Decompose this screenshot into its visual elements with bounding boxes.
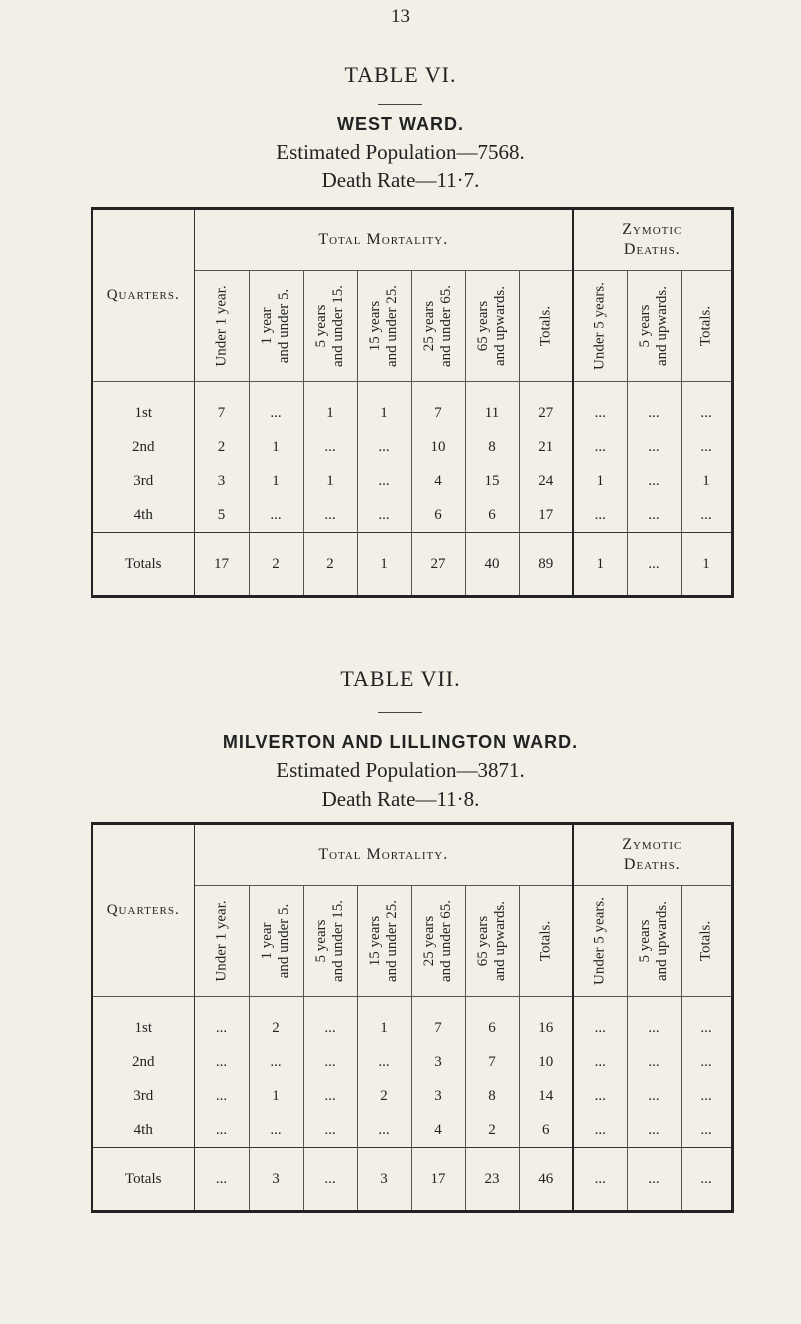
table-vi-population: Estimated Population—7568. (276, 140, 525, 164)
table-vii-population: Estimated Population—3871. (276, 758, 525, 782)
total-15-to-25: 1 (357, 533, 411, 597)
cell-zymotic-totals: ... (681, 1079, 732, 1113)
cell-zymotic-totals: ... (681, 1113, 732, 1148)
cell-25-to-65: 6 (411, 498, 465, 533)
totals-row (92, 533, 732, 597)
cell-under-1: ... (194, 1113, 249, 1148)
cell-zymotic-totals: ... (681, 498, 732, 533)
totals-row (92, 1148, 732, 1212)
cell-25-to-65: 10 (411, 430, 465, 464)
total-under-1: ... (194, 1148, 249, 1212)
quarters-header: Quarters. (92, 824, 194, 997)
zymotic-deaths-header (573, 209, 732, 271)
zymotic-deaths-header (573, 824, 732, 886)
total-15-to-25: 3 (357, 1148, 411, 1212)
cell-1-to-5: 2 (249, 1011, 303, 1045)
cell-15-to-25: 1 (357, 396, 411, 430)
table-row (92, 1045, 732, 1079)
cell-zymotic-under-5: 1 (573, 464, 627, 498)
spacer-cell (519, 382, 573, 397)
cell-zymotic-5-upwards: ... (627, 1011, 681, 1045)
cell-zymotic-5-upwards: ... (627, 1079, 681, 1113)
cell-quarter: 1st (92, 1011, 194, 1045)
cell-under-1: ... (194, 1011, 249, 1045)
cell-quarter: 2nd (92, 430, 194, 464)
cell-zymotic-under-5: ... (573, 396, 627, 430)
total-zymotic-totals: ... (681, 1148, 732, 1212)
divider (378, 104, 422, 105)
cell-totals: 14 (519, 1079, 573, 1113)
total-65-upwards: 23 (465, 1148, 519, 1212)
cell-65-upwards: 11 (465, 396, 519, 430)
cell-65-upwards: 6 (465, 1011, 519, 1045)
spacer-cell (627, 382, 681, 397)
cell-1-to-5: 1 (249, 464, 303, 498)
header-15-to-25: 15 years and under 25. (357, 271, 411, 382)
table-vi-title: TABLE VI. (344, 62, 457, 87)
header-zymotic-totals: Totals. (681, 886, 732, 997)
cell-zymotic-totals: ... (681, 1011, 732, 1045)
spacer-cell (249, 997, 303, 1012)
header-zymotic-totals: Totals. (681, 271, 732, 382)
zymotic-label: Zymotic (622, 836, 683, 853)
total-quarter: Totals (92, 533, 194, 597)
total-zymotic-under-5: ... (573, 1148, 627, 1212)
cell-15-to-25: 1 (357, 1011, 411, 1045)
zymotic-label: Zymotic (622, 221, 683, 238)
total-1-to-5: 2 (249, 533, 303, 597)
cell-under-1: 2 (194, 430, 249, 464)
cell-totals: 16 (519, 1011, 573, 1045)
cell-zymotic-under-5: ... (573, 430, 627, 464)
total-under-1: 17 (194, 533, 249, 597)
header-zymotic-under-5: Under 5 years. (573, 271, 627, 382)
cell-5-to-15: 1 (303, 396, 357, 430)
table-vi-mortality (91, 207, 734, 598)
cell-quarter: 3rd (92, 1079, 194, 1113)
cell-1-to-5: ... (249, 396, 303, 430)
table-row (92, 1011, 732, 1045)
cell-15-to-25: ... (357, 498, 411, 533)
header-under-1-year: Under 1 year. (194, 271, 249, 382)
table-vii-title: TABLE VII. (340, 666, 461, 691)
deaths-label: Deaths. (623, 241, 681, 258)
cell-1-to-5: ... (249, 498, 303, 533)
total-5-to-15: ... (303, 1148, 357, 1212)
cell-zymotic-under-5: ... (573, 1079, 627, 1113)
cell-quarter: 4th (92, 1113, 194, 1148)
cell-zymotic-5-upwards: ... (627, 498, 681, 533)
cell-totals: 27 (519, 396, 573, 430)
spacer-cell (92, 382, 194, 397)
table-row (92, 430, 732, 464)
cell-5-to-15: ... (303, 1079, 357, 1113)
page-number: 13 (391, 6, 410, 27)
cell-totals: 6 (519, 1113, 573, 1148)
spacer-cell (249, 382, 303, 397)
cell-5-to-15: ... (303, 498, 357, 533)
cell-zymotic-under-5: ... (573, 1113, 627, 1148)
spacer-cell (519, 997, 573, 1012)
cell-under-1: 7 (194, 396, 249, 430)
cell-under-1: 3 (194, 464, 249, 498)
cell-1-to-5: 1 (249, 430, 303, 464)
cell-15-to-25: ... (357, 430, 411, 464)
header-15-to-25: 15 years and under 25. (357, 886, 411, 997)
total-25-to-65: 27 (411, 533, 465, 597)
total-zymotic-totals: 1 (681, 533, 732, 597)
total-zymotic-under-5: 1 (573, 533, 627, 597)
spacer-cell (92, 997, 194, 1012)
cell-zymotic-5-upwards: ... (627, 396, 681, 430)
spacer-cell (465, 997, 519, 1012)
header-zymotic-5-upwards: 5 years and upwards. (627, 271, 681, 382)
spacer-cell (573, 382, 627, 397)
cell-zymotic-5-upwards: ... (627, 1045, 681, 1079)
cell-15-to-25: ... (357, 464, 411, 498)
header-25-to-65: 25 years and under 65. (411, 271, 465, 382)
cell-5-to-15: 1 (303, 464, 357, 498)
table-row (92, 396, 732, 430)
cell-quarter: 2nd (92, 1045, 194, 1079)
table-row (92, 464, 732, 498)
cell-25-to-65: 7 (411, 1011, 465, 1045)
cell-5-to-15: ... (303, 1045, 357, 1079)
cell-totals: 10 (519, 1045, 573, 1079)
header-totals: Totals. (519, 271, 573, 382)
total-zymotic-5-upwards: ... (627, 1148, 681, 1212)
cell-15-to-25: 2 (357, 1079, 411, 1113)
cell-65-upwards: 8 (465, 1079, 519, 1113)
total-totals: 46 (519, 1148, 573, 1212)
total-totals: 89 (519, 533, 573, 597)
total-65-upwards: 40 (465, 533, 519, 597)
header-1-to-5: 1 year and under 5. (249, 271, 303, 382)
cell-65-upwards: 2 (465, 1113, 519, 1148)
cell-zymotic-under-5: ... (573, 498, 627, 533)
total-zymotic-5-upwards: ... (627, 533, 681, 597)
cell-65-upwards: 8 (465, 430, 519, 464)
spacer-cell (627, 997, 681, 1012)
cell-25-to-65: 3 (411, 1079, 465, 1113)
cell-65-upwards: 6 (465, 498, 519, 533)
cell-totals: 24 (519, 464, 573, 498)
table-row (92, 1113, 732, 1148)
total-quarter: Totals (92, 1148, 194, 1212)
spacer-cell (357, 997, 411, 1012)
cell-1-to-5: ... (249, 1045, 303, 1079)
cell-zymotic-under-5: ... (573, 1011, 627, 1045)
cell-1-to-5: ... (249, 1113, 303, 1148)
cell-25-to-65: 4 (411, 464, 465, 498)
cell-15-to-25: ... (357, 1045, 411, 1079)
spacer-cell (303, 382, 357, 397)
cell-zymotic-under-5: ... (573, 1045, 627, 1079)
total-mortality-header: Total Mortality. (194, 824, 573, 886)
total-5-to-15: 2 (303, 533, 357, 597)
header-5-to-15: 5 years and under 15. (303, 271, 357, 382)
spacer-cell (194, 382, 249, 397)
table-vi-ward: WEST WARD. (337, 114, 464, 134)
cell-zymotic-totals: ... (681, 430, 732, 464)
cell-quarter: 1st (92, 396, 194, 430)
header-1-to-5: 1 year and under 5. (249, 886, 303, 997)
spacer-cell (681, 997, 732, 1012)
spacer-cell (573, 997, 627, 1012)
spacer-cell (681, 382, 732, 397)
cell-zymotic-totals: ... (681, 1045, 732, 1079)
cell-quarter: 4th (92, 498, 194, 533)
header-25-to-65: 25 years and under 65. (411, 886, 465, 997)
cell-under-1: ... (194, 1045, 249, 1079)
cell-5-to-15: ... (303, 430, 357, 464)
header-5-to-15: 5 years and under 15. (303, 886, 357, 997)
cell-5-to-15: ... (303, 1011, 357, 1045)
total-mortality-header: Total Mortality. (194, 209, 573, 271)
cell-quarter: 3rd (92, 464, 194, 498)
cell-1-to-5: 1 (249, 1079, 303, 1113)
total-1-to-5: 3 (249, 1148, 303, 1212)
cell-zymotic-5-upwards: ... (627, 464, 681, 498)
cell-25-to-65: 7 (411, 396, 465, 430)
deaths-label: Deaths. (623, 856, 681, 873)
divider (378, 712, 422, 713)
cell-65-upwards: 7 (465, 1045, 519, 1079)
spacer-row (92, 382, 732, 397)
cell-25-to-65: 3 (411, 1045, 465, 1079)
cell-65-upwards: 15 (465, 464, 519, 498)
cell-zymotic-totals: 1 (681, 464, 732, 498)
spacer-row (92, 997, 732, 1012)
cell-zymotic-totals: ... (681, 396, 732, 430)
cell-under-1: 5 (194, 498, 249, 533)
cell-zymotic-5-upwards: ... (627, 430, 681, 464)
header-zymotic-under-5: Under 5 years. (573, 886, 627, 997)
table-vii-ward: MILVERTON AND LILLINGTON WARD. (222, 732, 579, 752)
table-row (92, 1079, 732, 1113)
spacer-cell (411, 997, 465, 1012)
spacer-cell (303, 997, 357, 1012)
header-zymotic-5-upwards: 5 years and upwards. (627, 886, 681, 997)
cell-under-1: ... (194, 1079, 249, 1113)
cell-5-to-15: ... (303, 1113, 357, 1148)
quarters-header: Quarters. (92, 209, 194, 382)
spacer-cell (411, 382, 465, 397)
table-row (92, 498, 732, 533)
spacer-cell (194, 997, 249, 1012)
total-25-to-65: 17 (411, 1148, 465, 1212)
header-under-1-year: Under 1 year. (194, 886, 249, 997)
header-totals: Totals. (519, 886, 573, 997)
header-65-upwards: 65 years and upwards. (465, 271, 519, 382)
cell-totals: 21 (519, 430, 573, 464)
cell-zymotic-5-upwards: ... (627, 1113, 681, 1148)
header-65-upwards: 65 years and upwards. (465, 886, 519, 997)
spacer-cell (357, 382, 411, 397)
spacer-cell (465, 382, 519, 397)
cell-totals: 17 (519, 498, 573, 533)
cell-25-to-65: 4 (411, 1113, 465, 1148)
table-vi-death-rate: Death Rate—11·7. (321, 168, 480, 192)
cell-15-to-25: ... (357, 1113, 411, 1148)
table-vii-death-rate: Death Rate—11·8. (321, 787, 480, 811)
table-vii-mortality (91, 822, 734, 1213)
